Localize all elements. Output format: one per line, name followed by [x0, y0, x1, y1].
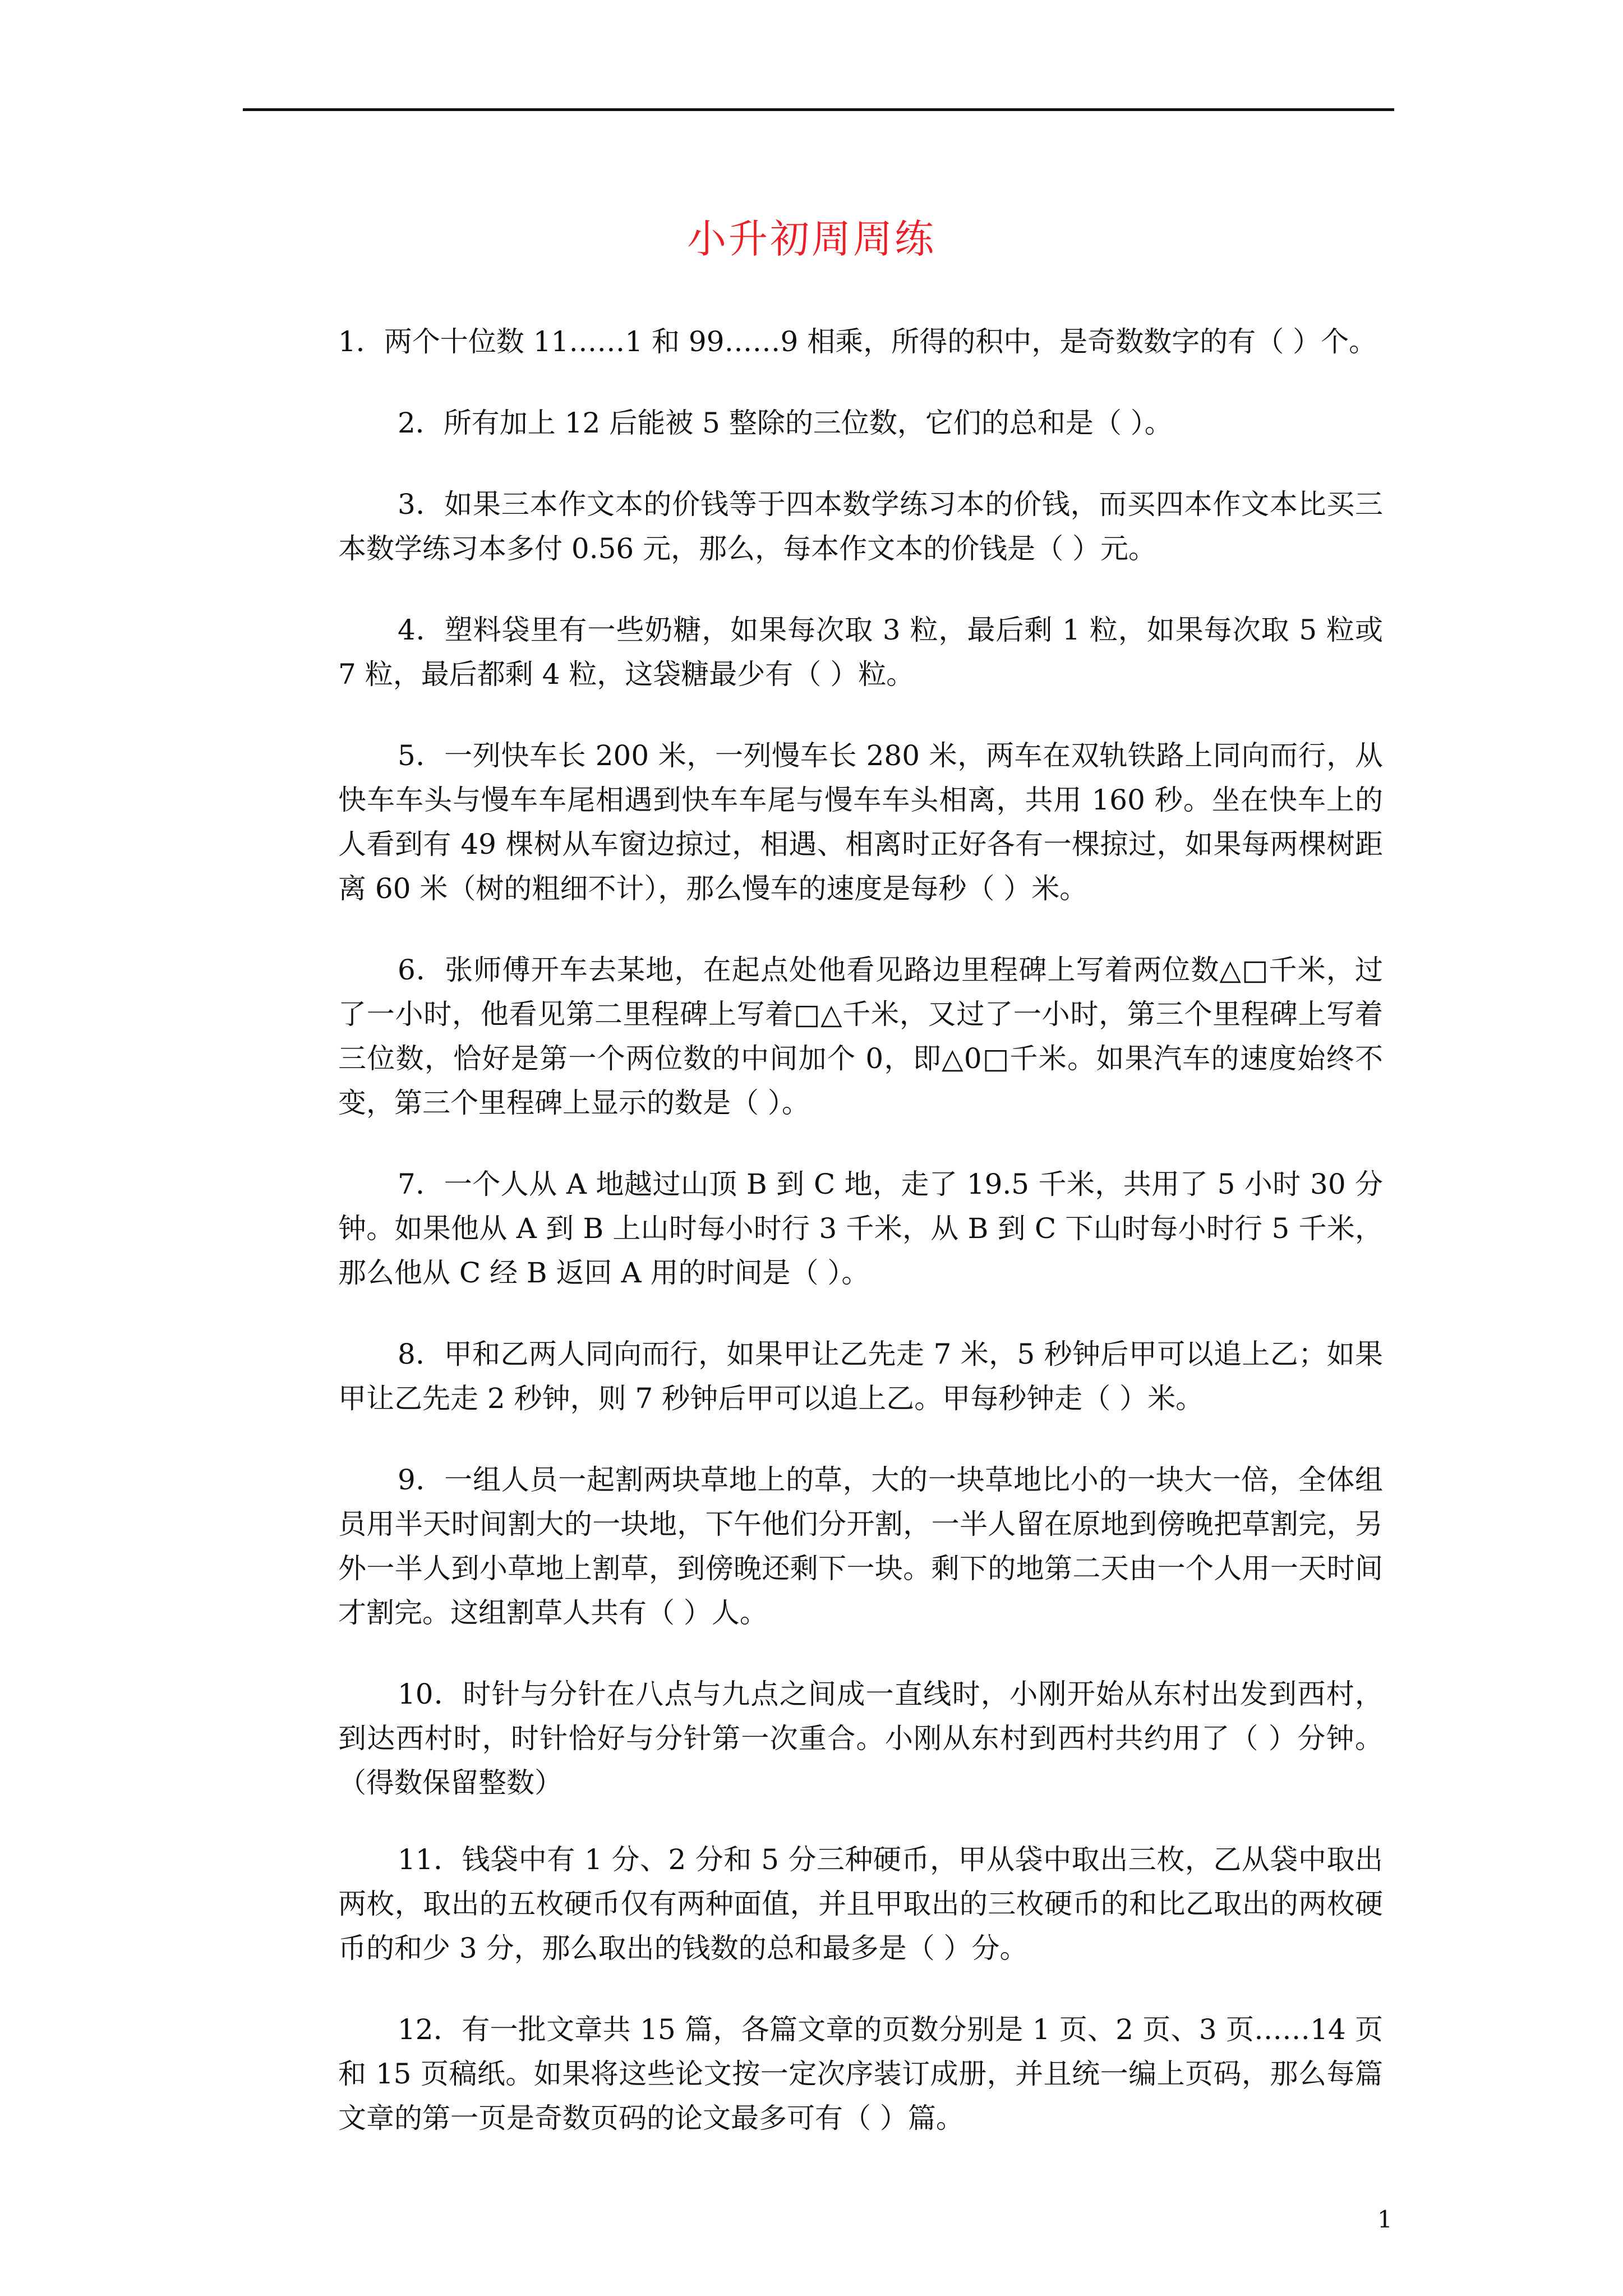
- page-title: 小升初周周练: [687, 216, 936, 262]
- problem-8: 8．甲和乙两人同向而行，如果甲让乙先走 7 米，5 秒钟后甲可以追上乙；如果甲让乙先走 2 秒钟，则 7 秒钟后甲可以追上乙。甲每秒钟走（ ）米。: [338, 1338, 1383, 1415]
- problem-10: 10．时针与分针在八点与九点之间成一直线时，小刚开始从东村出发到西村，到达西村时，时针恰好与分针第一次重合。小刚从东村到西村共约用了（ ）分钟。（得数保留整数）: [338, 1678, 1383, 1799]
- problem-12: 12．有一批文章共 15 篇，各篇文章的页数分别是 1 页、2 页、3 页……14 页和 15 页稿纸。如果将这些论文按一定次序装订成册，并且统一编上页码，那么每篇文章的第一页是奇数页码的论文最多可有（ ）篇。: [338, 2013, 1383, 2134]
- problem-list: [338, 320, 1383, 2178]
- problem-6: 6．张师傅开车去某地，在起点处他看见路边里程碑上写着两位数△□千米，过了一小时，他看见第二里程碑上写着□△千米，又过了一小时，第三个里程碑上写着三位数，恰好是第一个两位数的中间加个 0，即△0□千米。如果汽车的速度始终不变，第三个里程碑上显示的数是（ ）。: [338, 954, 1383, 1119]
- page-number: 1: [1377, 2206, 1393, 2233]
- problem-1: 1．两个十位数 11……1 和 99……9 相乘，所得的积中，是奇数数字的有（ ）个。: [338, 325, 1377, 358]
- problem-7: 7．一个人从 A 地越过山顶 B 到 C 地，走了 19.5 千米，共用了 5 小时 30 分钟。如果他从 A 到 B 上山时每小时行 3 千米，从 B 到 C 下山时每小时行 5 千米，那么他从 C 经 B 返回 A 用的时间是（ ）。: [338, 1168, 1383, 1289]
- header-rule: [243, 108, 1394, 111]
- problem-5: 5．一列快车长 200 米，一列慢车长 280 米，两车在双轨铁路上同向而行，从快车车头与慢车车尾相遇到快车车尾与慢车车头相离，共用 160 秒。坐在快车上的人看到有 49 棵树从车窗边掠过，相遇、相离时正好各有一棵掠过，如果每两棵树距离 60 米（树的粗细不计），那么慢车的速度是每秒（ ）米。: [338, 739, 1383, 905]
- problem-4: 4．塑料袋里有一些奶糖，如果每次取 3 粒，最后剩 1 粒，如果每次取 5 粒或 7 粒，最后都剩 4 粒，这袋糖最少有（ ）粒。: [338, 614, 1383, 691]
- problem-2: 2．所有加上 12 后能被 5 整除的三位数，它们的总和是（ ）。: [398, 407, 1173, 439]
- problem-9: 9．一组人员一起割两块草地上的草，大的一块草地比小的一块大一倍，全体组员用半天时间割大的一块地，下午他们分开割，一半人留在原地到傍晚把草割完，另外一半人到小草地上割草，到傍晚还剩下一块。剩下的地第二天由一个人用一天时间才割完。这组割草人共有（ ）人。: [338, 1464, 1383, 1629]
- problem-3: 3．如果三本作文本的价钱等于四本数学练习本的价钱，而买四本作文本比买三本数学练习本多付 0.56 元，那么，每本作文本的价钱是（ ）元。: [338, 488, 1383, 565]
- problem-11: 11．钱袋中有 1 分、2 分和 5 分三种硬币，甲从袋中取出三枚，乙从袋中取出两枚，取出的五枚硬币仅有两种面值，并且甲取出的三枚硬币的和比乙取出的两枚硬币的和少 3 分，那么取出的钱数的总和最多是（ ）分。: [338, 1843, 1383, 1964]
